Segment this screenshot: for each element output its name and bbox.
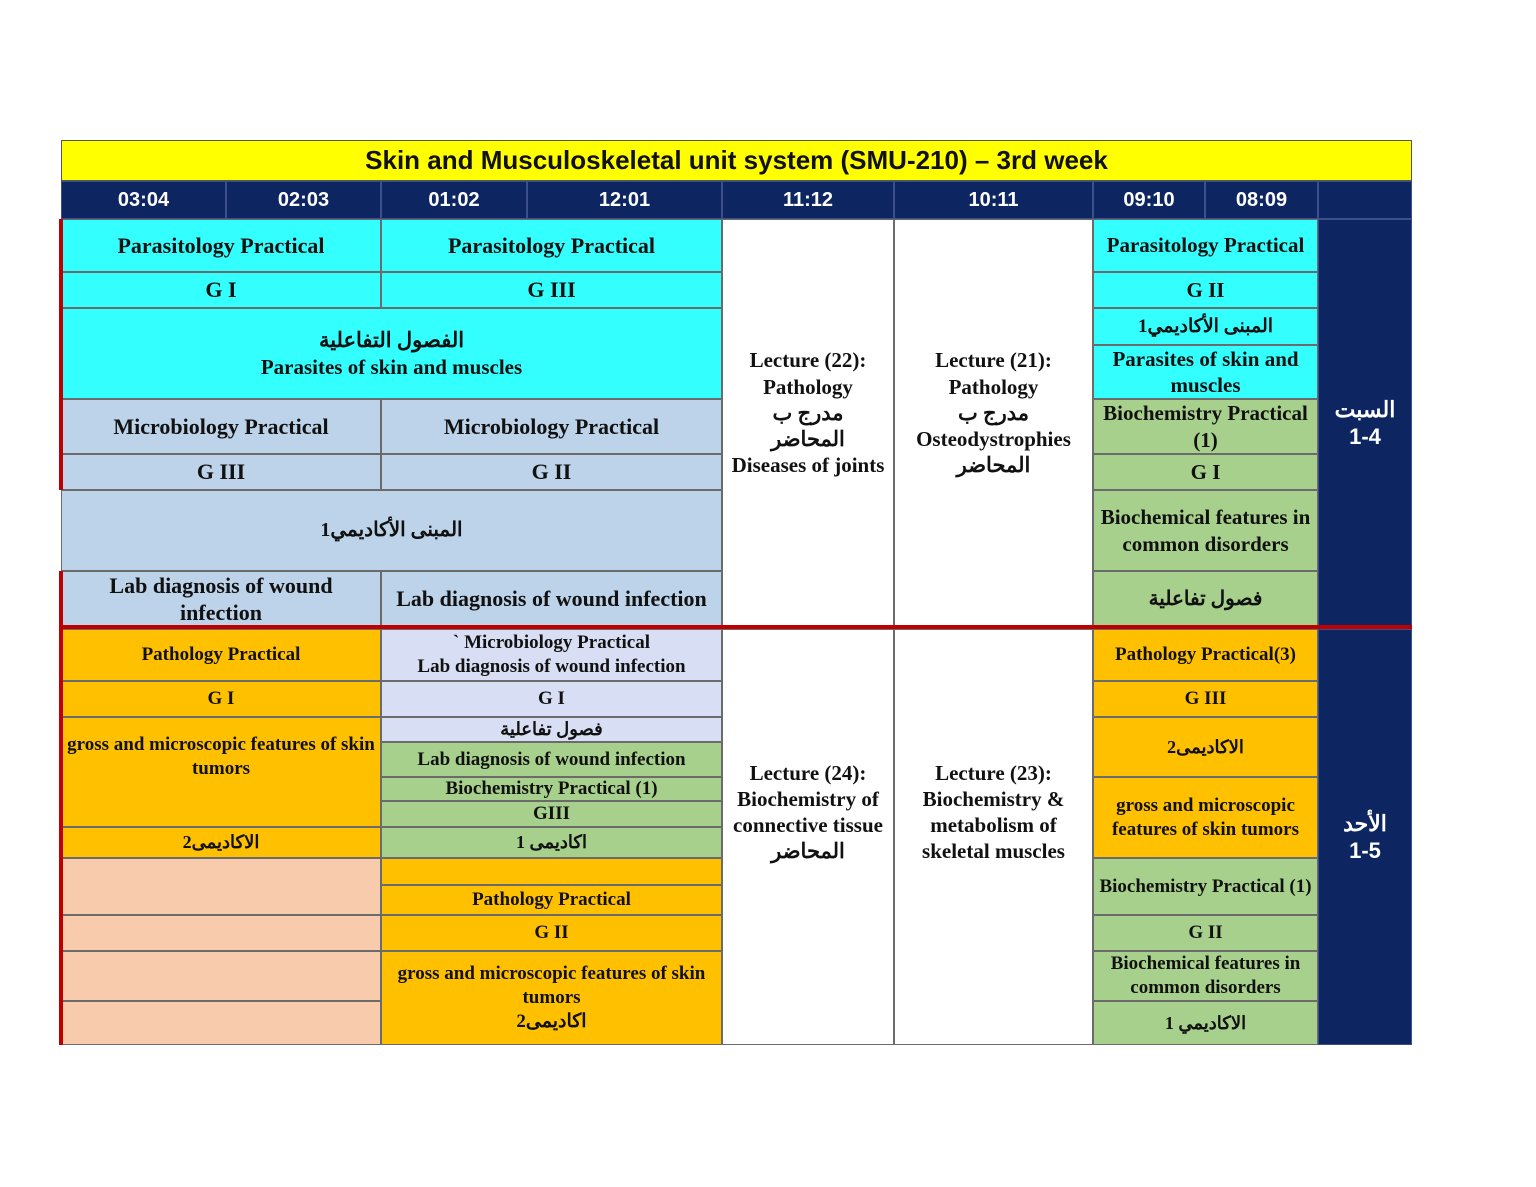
left-accent-bar-1 — [59, 219, 63, 490]
sun-mid-microbiology-location: فصول تفاعلية — [381, 717, 722, 742]
sat-early-biochemistry-group: G I — [1093, 454, 1318, 490]
day-header-corner — [1318, 181, 1412, 219]
sat-mid-microbiology-title: Microbiology Practical — [381, 399, 722, 454]
sat-parasitology-location-topic: الفصول التفاعلية Parasites of skin and muscles — [61, 308, 722, 399]
left-accent-bar-2 — [59, 571, 63, 1045]
schedule-title: Skin and Musculoskeletal unit system (SMU-210) – 3rd week — [61, 140, 1412, 181]
sun-left-pathology-topic: gross and microscopic features of skin tumors — [61, 717, 381, 827]
sun-lecture-23: Lecture (23): Biochemistry & metabolism of skeletal muscles — [894, 629, 1093, 1045]
sat-left-parasitology-group: G I — [61, 272, 381, 308]
sun-mid-pathology-title: Pathology Practical — [381, 885, 722, 915]
sun-mid-biochemistry-title: Biochemistry Practical (1) — [381, 777, 722, 801]
time-header-0203: 02:03 — [226, 181, 381, 219]
sat-mid-microbiology-group: G II — [381, 454, 722, 490]
sun-left-empty-3 — [61, 951, 381, 1001]
day-sunday: الأحد 1-5 — [1318, 629, 1412, 1045]
sun-mid-microbiology-topic: Lab diagnosis of wound infection — [381, 742, 722, 777]
sat-early-biochemistry-topic: Biochemical features in common disorders — [1093, 490, 1318, 571]
sun-mid-biochemistry-location: اكاديمى 1 — [381, 827, 722, 858]
sat-microbiology-location: المبنى الأكاديمي1 — [61, 490, 722, 571]
sat-left-microbiology-group: G III — [61, 454, 381, 490]
time-header-0910: 09:10 — [1093, 181, 1205, 219]
sun-early-biochemistry-title: Biochemistry Practical (1) — [1093, 858, 1318, 915]
sat-lecture-22: Lecture (22): Pathology مدرج ب المحاضر Diseases of joints — [722, 219, 894, 627]
sun-lecture-24: Lecture (24): Biochemistry of connective tissue المحاضر — [722, 629, 894, 1045]
sat-lecture-21: Lecture (21): Pathology مدرج ب Osteodystrophies المحاضر — [894, 219, 1093, 627]
sun-mid-microbiology-group: G I — [381, 681, 722, 717]
time-header-0809: 08:09 — [1205, 181, 1318, 219]
sun-left-pathology-location: الاكاديمى2 — [61, 827, 381, 858]
sun-mid-biochemistry-group: GIII — [381, 801, 722, 827]
sun-left-empty-2 — [61, 915, 381, 951]
time-header-0304: 03:04 — [61, 181, 226, 219]
sun-mid-microbiology-title: ` Microbiology Practical Lab diagnosis of wound infection — [381, 629, 722, 681]
sat-mid-parasitology-title: Parasitology Practical — [381, 219, 722, 272]
sun-early-pathology-topic: gross and microscopic features of skin tumors — [1093, 777, 1318, 858]
sun-early-biochemistry-topic: Biochemical features in common disorders — [1093, 951, 1318, 1001]
sun-mid-pathology-group: G II — [381, 915, 722, 951]
sun-left-empty-4 — [61, 1001, 381, 1045]
sun-left-pathology-title: Pathology Practical — [61, 629, 381, 681]
sun-mid-pathology-topic: gross and microscopic features of skin tumors اكاديمى2 — [381, 951, 722, 1045]
time-header-1011: 10:11 — [894, 181, 1093, 219]
sun-early-pathology-group: G III — [1093, 681, 1318, 717]
sat-early-parasitology-location: المبنى الأكاديمي1 — [1093, 308, 1318, 345]
sat-left-lab-topic: Lab diagnosis of wound infection — [61, 571, 381, 627]
time-header-0102: 01:02 — [381, 181, 527, 219]
sun-left-pathology-group: G I — [61, 681, 381, 717]
day-saturday: السبت 1-4 — [1318, 219, 1412, 627]
time-header-1201: 12:01 — [527, 181, 722, 219]
sun-early-pathology-title: Pathology Practical(3) — [1093, 629, 1318, 681]
time-header-1112: 11:12 — [722, 181, 894, 219]
sat-mid-lab-topic: Lab diagnosis of wound infection — [381, 571, 722, 627]
sat-left-microbiology-title: Microbiology Practical — [61, 399, 381, 454]
sun-early-biochemistry-location: الاكاديمي 1 — [1093, 1001, 1318, 1045]
sat-early-biochemistry-location: فصول تفاعلية — [1093, 571, 1318, 627]
sun-left-empty-1 — [61, 858, 381, 915]
sun-early-pathology-location: الاكاديمى2 — [1093, 717, 1318, 777]
sat-mid-parasitology-group: G III — [381, 272, 722, 308]
sat-left-parasitology-title: Parasitology Practical — [61, 219, 381, 272]
sat-early-biochemistry-title: Biochemistry Practical (1) — [1093, 399, 1318, 454]
sat-early-parasitology-title: Parasitology Practical — [1093, 219, 1318, 272]
sun-early-biochemistry-group: G II — [1093, 915, 1318, 951]
sun-mid-empty — [381, 858, 722, 885]
sat-early-parasitology-group: G II — [1093, 272, 1318, 308]
sat-early-parasitology-topic: Parasites of skin and muscles — [1093, 345, 1318, 399]
